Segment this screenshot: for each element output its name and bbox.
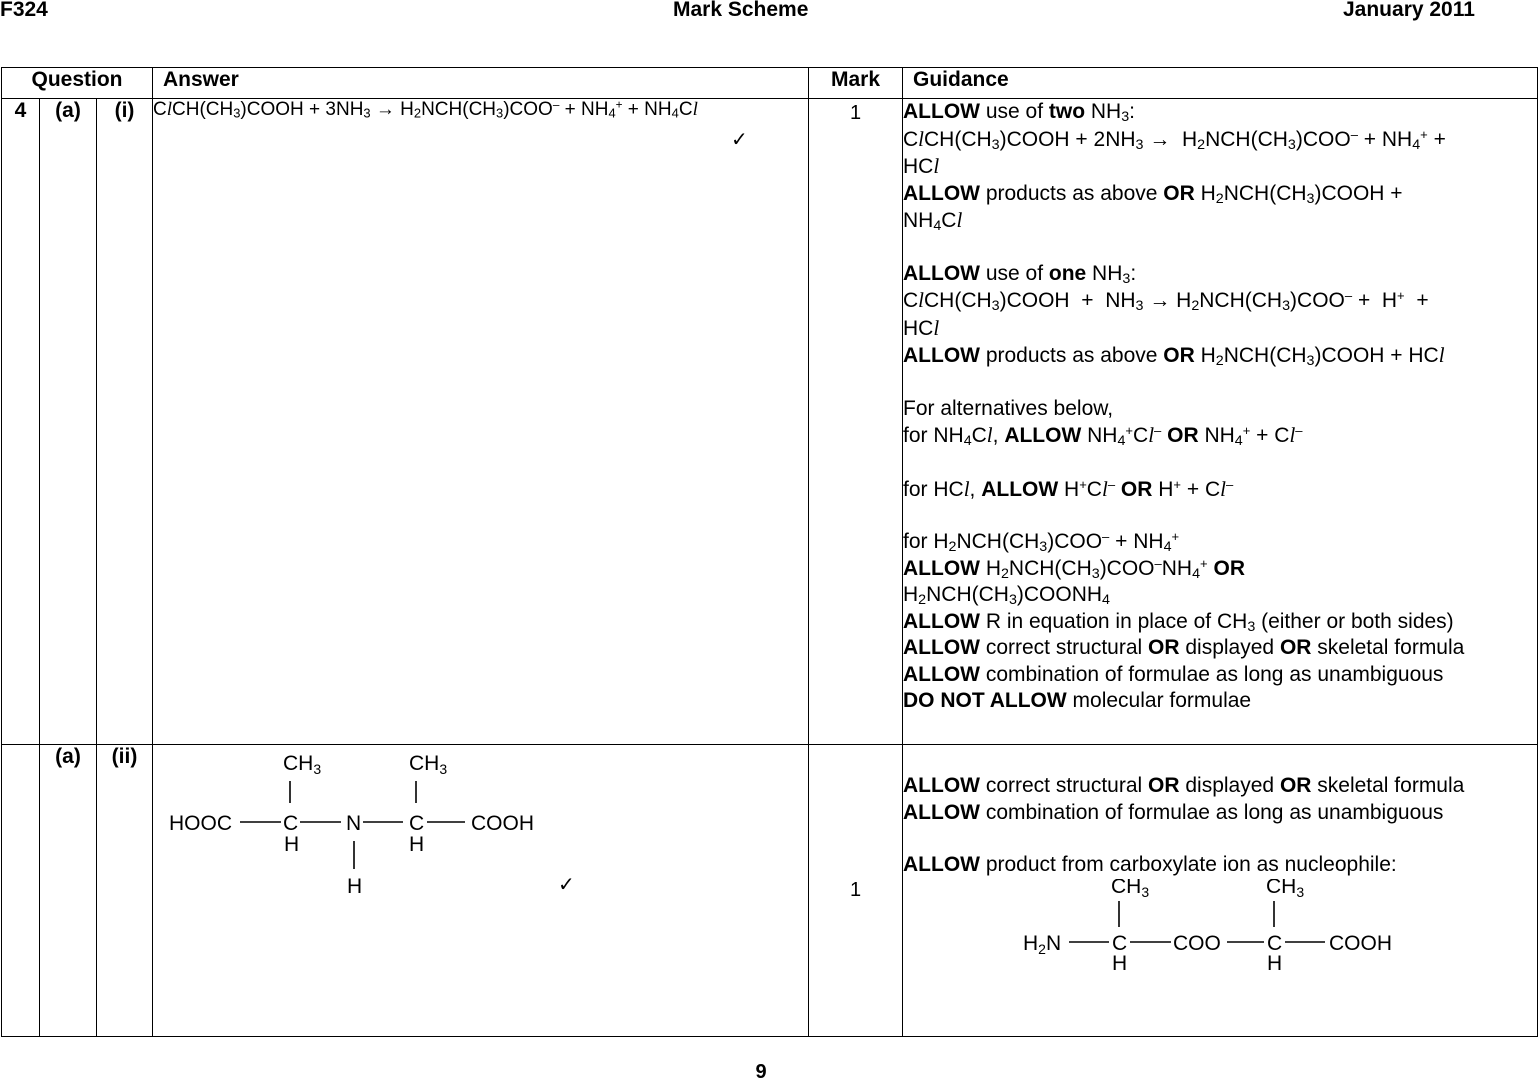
structure-label: C [283,812,299,835]
header-code: F324 [0,0,48,21]
structure-label: C [409,812,425,835]
structure-label: H [284,833,300,856]
structure-label: HOOC [169,812,232,835]
structure-label: H [347,875,363,898]
guidance-structural-formula [903,879,1523,989]
structure-label: H [1112,951,1128,975]
question-part: (a) [40,99,97,745]
structural-formula [153,745,809,1035]
guidance-cell: ALLOW correct structural OR displayed OR skeletal formula ALLOW combination of formulae as long as unambiguous ALLOW product from carboxylate ion as nucleophile: CH3 CH3 H2N C COO C COOH H H [903,745,1538,1037]
structure-label: H2N [1023,931,1062,957]
column-header-guidance: Guidance [903,68,1538,99]
table-row [2,745,1538,1037]
header-date: January 2011 [1343,0,1475,21]
structure-label: C [1112,931,1128,955]
structure-label: H [1267,951,1283,975]
question-subpart: (ii) [97,745,153,1037]
structure-label: COOH [471,812,534,835]
mark-scheme-table [1,67,1538,1037]
question-subpart: (i) [97,99,153,745]
column-header-answer: Answer [153,68,809,99]
answer-equation: $ClCH(CH_3)COOH + 3NH_3 \to H_2NCH(CH_3)COO^- + NH_4^+ + NH_4Cl$ [153,98,698,121]
table-row [2,99,1538,745]
answer-cell [153,745,809,1037]
structure-label: CH3 [409,752,448,777]
page-number: 9 [755,1061,767,1083]
check-mark-icon: ✓ [731,129,748,151]
check-mark-icon: ✓ [558,874,575,896]
header-title: Mark Scheme [673,0,809,21]
structure-label: CH3 [1266,878,1305,900]
structure-label: CH3 [283,752,322,777]
structure-label: COO [1173,931,1221,955]
question-part: (a) [40,745,97,1037]
column-header-question: Question [2,68,153,99]
structure-label: COOH [1329,931,1392,955]
question-number: 4 [2,99,40,745]
question-number-empty [2,745,40,1037]
table-header-row [2,68,1538,99]
guidance-cell: ALLOW use of two $NH_3$: $ClCH(CH_3)COOH + 2NH_3 \to H_2NCH(CH_3)COO^- + NH_4^+$ + HCl ALLOW products as above OR $H_2NCH(CH_3)COOH$ + $NH_4Cl$ ALLOW use of one $NH_3$: $ClCH(CH_3)COOH + NH_3 \to H_2NCH(CH_3)COO^- + H^+$ + HCl ALLOW products as above OR $H_2NCH(CH_3)COOH$ + HCl For alternatives below, for $NH_4Cl$, ALLOW $NH_4^+Cl^-$ OR $NH_4^+ + Cl^-$ for HCl, ALLOW H+Cl– OR H+ + Cl– for $H_2NCH(CH_3)COO^- + NH_4^+$ ALLOW $H_2NCH(CH_3)COO^-NH_4^+$ OR $H_2NCH(CH_3)COONH_4$ ALLOW R in equation in place of $CH_3$ (either or both sides) ALLOW correct structural OR displayed OR skeletal formula ALLOW combination of formulae as long as unambiguous DO NOT ALLOW molecular formulae [903,99,1538,745]
structure-label: C [1267,931,1283,955]
structure-label: H [409,833,425,856]
structure-label: N [346,812,362,835]
structure-label: CH3 [1111,878,1150,900]
mark-cell: 1 [809,745,903,1037]
answer-cell [153,99,809,745]
column-header-mark: Mark [809,68,903,99]
mark-cell: 1 [809,99,903,745]
